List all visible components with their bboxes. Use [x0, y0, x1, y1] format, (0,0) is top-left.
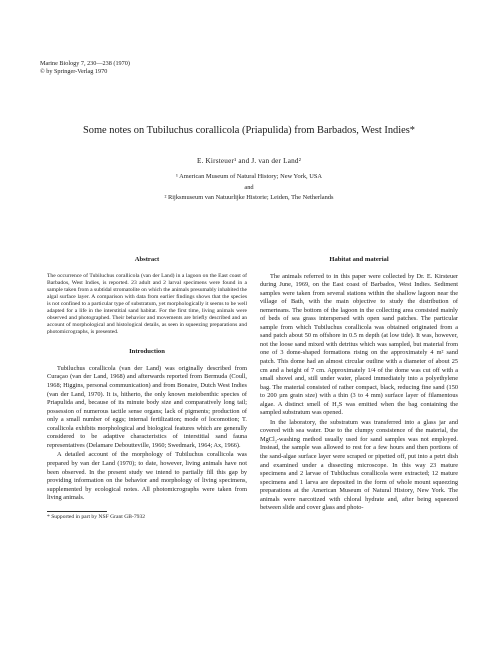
- author-line: E. Kirsteuer¹ and J. van der Land²: [196, 157, 302, 165]
- abstract-heading: Abstract: [134, 256, 160, 263]
- introduction-paragraph-2: A detailed account of the morphology of Tubiluchus corallicola was prepared by van der Land (1970); to date, however, living animals have not been observed. In the present study we intend to partially fill this gap by providing information on the behavior and morphology of living specimens, supplemented by ecological notes. All photomicrographs were taken from living animals.: [47, 451, 247, 502]
- habitat-paragraph-2: In the laboratory, the substratum was transferred into a glass jar and covered with sea water. Due to the clumpy consistence of the material, the MgCl₂-washing method usually used for sand samples was not employed. Instead, the sample was allowed to rest for a few hours and then portions of the sand-algae surface layer were scraped or pipetted off, put into a petri dish and examined under a dissecting microscope. In this way 23 mature specimens and 2 larvae of Tubiluchus corallicola were extracted; 12 mature specimens and 1 larva are deposited in the form of whole mount squeezing preparations at the American Museum of Natural History, New York. The animals were narcotized with chloral hydrate and, after being squeezed between slide and cover glass and photo-: [260, 418, 458, 512]
- abstract-text: The occurrence of Tubiluchus corallicola (van der Land) in a lagoon on the East coast of Barbados, West Indies, is reported. 23 adult and 2 larval specimens were found in a sample taken from a subtidal stromatolite on which the animals presumably inhabited the algal surface layer. A comparison with data from earlier findings shows that the species is not confined to a particular type of substratum, yet morphologically it seems to be well adapted for a life in the interstitial sand habitat. For the first time, living animals were observed and photographed. Their behavior and movements are briefly described and an account of morphological and histological details, as seen in squeezing preparations and photomicrographs, is presented.: [47, 272, 247, 336]
- footnote: * Supported in part by NSF Grant GB-7932: [47, 513, 146, 520]
- affiliations: [0, 172, 498, 204]
- introduction-heading: Introduction: [129, 348, 165, 356]
- habitat-paragraph-1: The animals referred to in this paper were collected by Dr. E. Kirsteuer during June, 1969, on the East coast of Barbados, West Indies. Sediment samples were taken from several stations within the shallow lagoon near the village of Bath, with the main objective to study the distribution of nemerteans. The bottom of the lagoon in the collecting area consisted mainly of beds of sea grass interspersed with open sand patches. The particular sample from which Tubiluchus corallicola was obtained originated from a sand patch about 50 m offshore in 0.5 m depth (at low tide). It was, however, not the loose sand mixed with detritus which was sampled, but material from one of 3 dome-shaped formations rising on the approximately 4 m² sand patch. This dome had an almost circular outline with a diameter of about 25 cm and a height of 7 cm. Approximately 1/4 of the dome was cut off with a small shovel and, still under water, placed immediately into a polyethylene bag. The material consisted of rather compact, black, reducing fine sand (150 to 200 µm grain size) with a thin (3 to 4 mm) surface layer of filamentous algae. A distinct smell of H₂S was emitted when the bag containing the sampled substratum was opened.: [260, 272, 458, 417]
- copyright-line: © by Springer-Verlag 1970: [40, 68, 108, 75]
- affiliation-2: ² Rijksmuseum van Natuurlijke Historie; Leiden, The Netherlands: [164, 194, 334, 201]
- paper-title: Some notes on Tubiluchus corallicola (Priapulida) from Barbados, West Indies*: [82, 125, 415, 136]
- habitat-heading: Habitat and material: [329, 256, 389, 263]
- left-column: [47, 256, 247, 521]
- footnote-rule: [47, 511, 107, 512]
- introduction-paragraph-1: Tubiluchus corallicola (van der Land) was originally described from Curaçao (van der Land, 1968) and afterwards reported from Bermuda (Coull, 1968; Higgins, personal communication) and from Bonaire, Dutch West Indies (van der Land, 1970). It is, hitherto, the only known meiobenthic species of Priapulida and, because of its minute body size and comparatively long tail; possession of numerous tactile sense organs; lack of pigments; production of only a small number of eggs; internal fertilization; mode of locomotion; T. corallicola exhibits morphological and biological features which are generally considered to be adaptive characteristics of interstitial sand fauna representatives (Delamare Deboutteville, 1960; Swedmark, 1964; Ax, 1966).: [47, 364, 247, 449]
- journal-header: [40, 60, 130, 76]
- right-column: [260, 256, 458, 514]
- journal-citation: Marine Biology 7, 230—238 (1970): [40, 60, 130, 67]
- affiliation-and: and: [244, 183, 254, 191]
- affiliation-1: ¹ American Museum of Natural History; New York, USA: [175, 173, 323, 180]
